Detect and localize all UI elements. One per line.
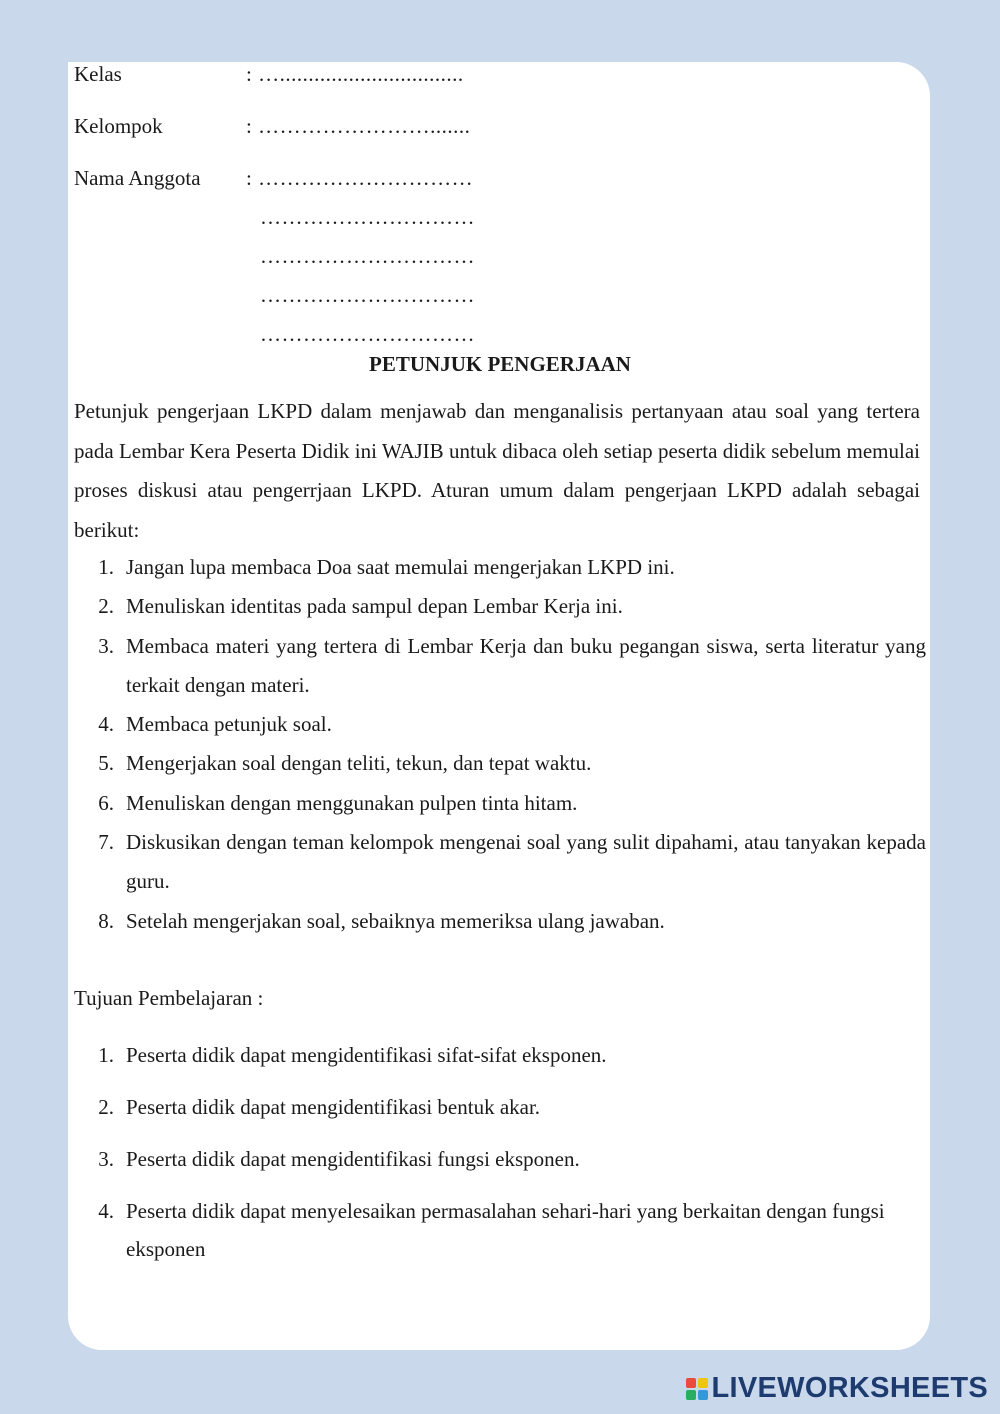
list-text: Peserta didik dapat mengidentifikasi fungsi eksponen.	[126, 1147, 580, 1171]
instructions-intro: Petunjuk pengerjaan LKPD dalam menjawab dan menganalisis pertanyaan atau soal yang tertera pada Lembar Kera Peserta Didik ini WAJIB untuk dibaca oleh setiap peserta didik sebelum memulai proses diskusi atau pengerrjaan LKPD. Aturan umum dalam pengerjaan LKPD adalah sebagai berikut:	[74, 399, 920, 542]
list-number: 3.	[98, 1147, 114, 1171]
list-number: 8.	[98, 908, 114, 933]
list-number: 1.	[98, 555, 114, 579]
list-item	[74, 627, 926, 706]
anggota-field-4[interactable]: …………………………	[260, 283, 475, 307]
list-number: 7.	[98, 830, 114, 855]
kelompok-field[interactable]: : …………………….......	[246, 114, 471, 138]
list-number: 4.	[98, 1199, 114, 1223]
list-item	[74, 744, 926, 783]
list-item	[74, 1036, 926, 1074]
list-text: Peserta didik dapat menyelesaikan permasalahan sehari-hari yang berkaitan dengan fungsi eksponen	[126, 1199, 885, 1261]
goals-list	[74, 1036, 926, 1282]
list-text: Jangan lupa membaca Doa saat memulai mengerjakan LKPD ini.	[126, 555, 675, 579]
anggota-label: Nama Anggota	[74, 166, 201, 190]
list-text: Peserta didik dapat mengidentifikasi sifat-sifat eksponen.	[126, 1043, 607, 1067]
anggota-field-3[interactable]: …………………………	[260, 244, 475, 268]
instructions-heading: PETUNJUK PENGERJAAN	[369, 352, 631, 376]
anggota-field-5[interactable]: …………………………	[260, 322, 475, 346]
liveworksheets-logo[interactable]	[686, 1372, 989, 1405]
list-number: 5.	[98, 751, 114, 776]
list-item	[74, 1192, 926, 1268]
list-text: Diskusikan dengan teman kelompok mengenai soal yang sulit dipahami, atau tanyakan kepada guru.	[126, 830, 926, 894]
logo-grid-icon	[686, 1378, 708, 1400]
anggota-field-2[interactable]: …………………………	[260, 205, 475, 229]
list-item	[74, 902, 926, 941]
logo-square-2	[698, 1378, 708, 1388]
list-item	[74, 823, 926, 902]
worksheet-page	[68, 62, 930, 1350]
kelompok-row	[74, 114, 470, 139]
list-item	[74, 705, 926, 744]
list-item	[74, 1140, 926, 1178]
kelas-row	[74, 62, 464, 87]
list-item	[74, 1088, 926, 1126]
list-item	[74, 587, 926, 626]
list-text: Peserta didik dapat mengidentifikasi bentuk akar.	[126, 1095, 541, 1119]
rules-list	[74, 548, 926, 941]
list-text: Mengerjakan soal dengan teliti, tekun, dan tepat waktu.	[126, 751, 592, 776]
kelas-label: Kelas	[74, 62, 122, 86]
kelompok-label: Kelompok	[74, 114, 163, 138]
kelas-field[interactable]: : …................................	[246, 62, 464, 86]
list-number: 1.	[98, 1043, 114, 1067]
list-item	[74, 548, 926, 587]
list-number: 2.	[98, 594, 114, 619]
anggota-field-1[interactable]: : …………………………	[246, 166, 474, 190]
list-text: Membaca petunjuk soal.	[126, 712, 332, 737]
list-number: 3.	[98, 633, 114, 658]
brand-name: LIVEWORKSHEETS	[711, 1372, 988, 1404]
list-item	[74, 784, 926, 823]
goals-title: Tujuan Pembelajaran :	[74, 986, 264, 1010]
anggota-row	[74, 166, 473, 191]
list-number: 6.	[98, 790, 114, 815]
list-text: Setelah mengerjakan soal, sebaiknya memeriksa ulang jawaban.	[126, 908, 665, 933]
logo-square-3	[686, 1390, 696, 1400]
list-text: Membaca materi yang tertera di Lembar Kerja dan buku pegangan siswa, serta literatur yang terkait dengan materi.	[126, 633, 926, 697]
logo-square-4	[698, 1390, 708, 1400]
list-text: Menuliskan identitas pada sampul depan Lembar Kerja ini.	[126, 594, 623, 619]
list-number: 2.	[98, 1095, 114, 1119]
list-number: 4.	[98, 712, 114, 737]
logo-square-1	[686, 1378, 696, 1388]
list-text: Menuliskan dengan menggunakan pulpen tinta hitam.	[126, 790, 578, 815]
